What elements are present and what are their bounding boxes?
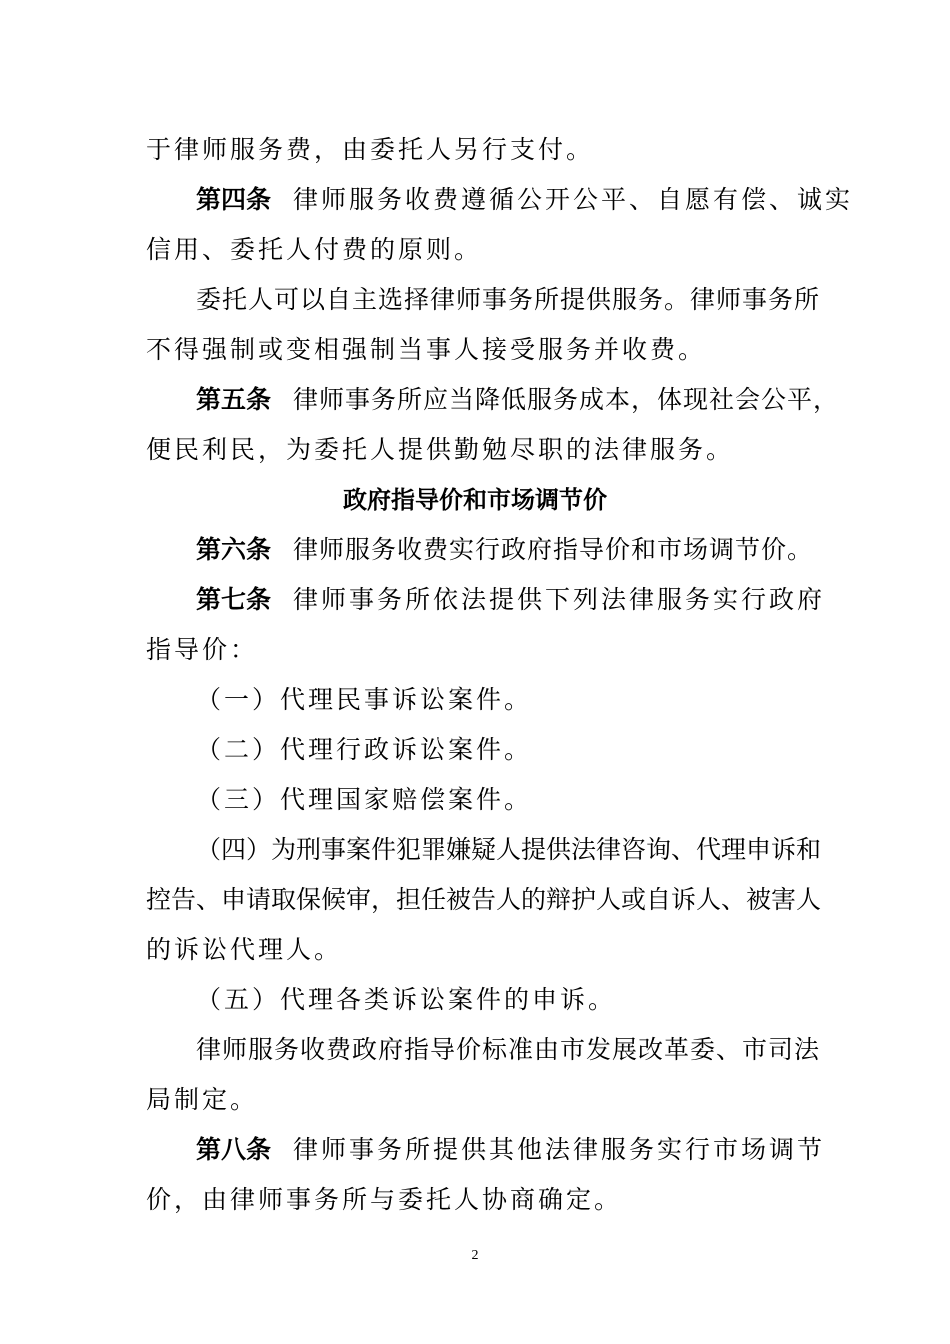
list-item <box>196 835 821 865</box>
article-label: 第六条 <box>196 535 272 564</box>
article-label: 第五条 <box>196 385 272 414</box>
text: 不得强制或变相强制当事人接受服务并收费。 <box>146 335 707 364</box>
list-item <box>196 735 532 765</box>
text-line <box>146 135 594 165</box>
text: 律师服务收费政府指导价标准由市发展改革委、市司法 <box>196 1035 821 1064</box>
article-8-line-1 <box>196 1135 825 1165</box>
text: 局制定。 <box>146 1085 259 1114</box>
text: 便民利民，为委托人提供勤勉尽职的法律服务。 <box>146 435 735 464</box>
section-heading: 政府指导价和市场调节价 <box>343 486 607 514</box>
list-item <box>196 985 616 1015</box>
text: 指导价： <box>146 635 259 664</box>
text: 的诉讼代理人。 <box>146 935 343 964</box>
article-7-line-2 <box>146 635 258 665</box>
text: 律师事务所应当降低服务成本，体现社会公平， <box>293 385 840 414</box>
text: 价，由律师事务所与委托人协商确定。 <box>146 1185 623 1214</box>
article-8-line-2 <box>146 1185 622 1215</box>
text: （四）为刑事案件犯罪嫌疑人提供法律咨询、代理申诉和 <box>196 835 822 864</box>
text: （二）代理行政诉讼案件。 <box>196 735 533 764</box>
text: （一）代理民事诉讼案件。 <box>196 685 533 714</box>
article-label: 第八条 <box>196 1135 272 1164</box>
article-4-line-1 <box>196 185 853 215</box>
text: 律师事务所提供其他法律服务实行市场调节 <box>293 1135 826 1164</box>
paragraph-line <box>146 1085 258 1115</box>
article-5-line-2 <box>146 435 734 465</box>
list-item <box>196 785 532 815</box>
paragraph-line <box>146 335 706 365</box>
text: 委托人可以自主选择律师事务所提供服务。律师事务所 <box>196 285 821 314</box>
article-6-line-1 <box>196 535 813 565</box>
text: 律师服务收费遵循公开公平、自愿有偿、诚实 <box>293 185 854 214</box>
text: 控告、申请取保候审，担任被告人的辩护人或自诉人、被害人 <box>146 885 822 914</box>
page-number: 2 <box>471 1248 479 1263</box>
text: （三）代理国家赔偿案件。 <box>196 785 533 814</box>
paragraph-line <box>196 285 820 315</box>
text: （五）代理各类诉讼案件的申诉。 <box>196 985 617 1014</box>
article-4-line-2 <box>146 235 482 265</box>
article-5-line-1 <box>196 385 839 415</box>
article-7-line-1 <box>196 585 825 615</box>
article-label: 第四条 <box>196 185 272 214</box>
list-item <box>196 685 532 715</box>
list-item-continued <box>146 885 821 915</box>
text: 信用、委托人付费的原则。 <box>146 235 483 264</box>
text: 于律师服务费，由委托人另行支付。 <box>146 135 595 164</box>
text: 律师服务收费实行政府指导价和市场调节价。 <box>293 535 814 564</box>
article-label: 第七条 <box>196 585 272 614</box>
list-item-continued <box>146 935 342 965</box>
paragraph-line <box>196 1035 820 1065</box>
text: 律师事务所依法提供下列法律服务实行政府 <box>293 585 826 614</box>
